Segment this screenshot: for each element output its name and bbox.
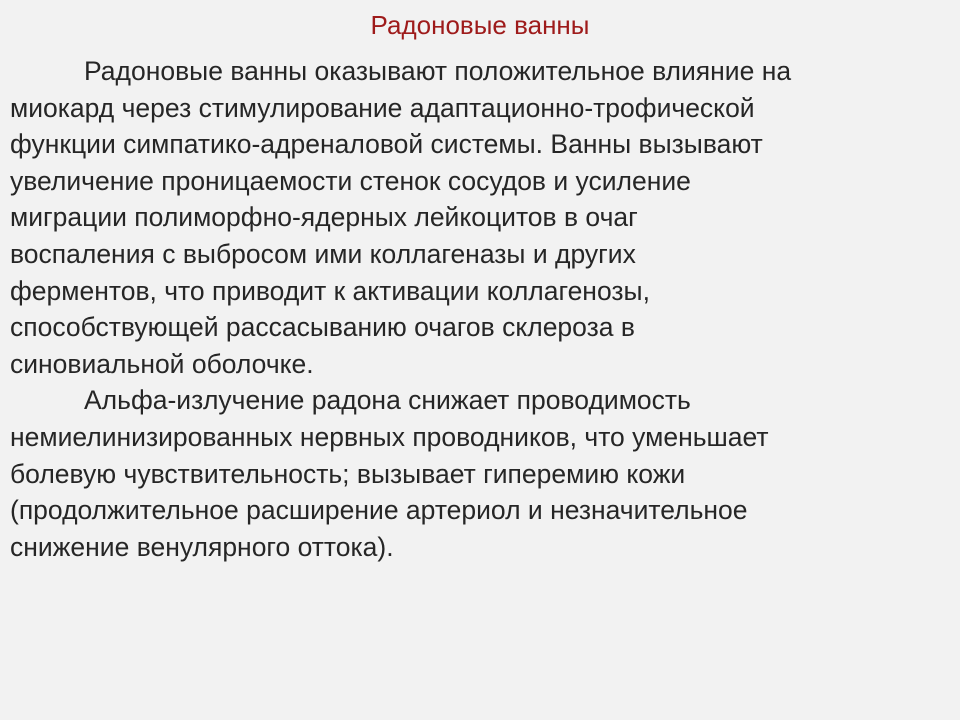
paragraph-alpha-radiation	[10, 382, 950, 565]
text-line: функции симпатико-адреналовой системы. Ванны вызывают	[10, 129, 763, 160]
text-line: (продолжительное расширение артериол и незначительное	[10, 495, 748, 526]
text-line: миокард через стимулирование адаптационно-трофической	[10, 92, 755, 123]
slide-body	[10, 53, 950, 565]
text-line: немиелинизированных нервных проводников, что уменьшает	[10, 421, 769, 452]
text-line: болевую чувствительность; вызывает гиперемию кожи	[10, 458, 686, 489]
paragraph-radon-baths-effect	[10, 53, 950, 382]
text-line: снижение венулярного оттока).	[10, 531, 394, 562]
slide-title: Радоновые ванны	[370, 10, 590, 40]
text-line: Альфа-излучение радона снижает проводимость	[84, 385, 691, 416]
text-line: увеличение проницаемости стенок сосудов и усиление	[10, 165, 691, 196]
text-line: ферментов, что приводит к активации коллагенозы,	[10, 275, 650, 306]
text-line: миграции полиморфно-ядерных лейкоцитов в очаг	[10, 202, 638, 233]
text-line: Радоновые ванны оказывают положительное влияние на	[84, 56, 792, 86]
text-line: способствующей рассасыванию очагов склероза в	[10, 312, 635, 343]
text-line: синовиальной оболочке.	[10, 348, 314, 379]
text-line: воспаления с выбросом ими коллагеназы и других	[10, 238, 636, 269]
